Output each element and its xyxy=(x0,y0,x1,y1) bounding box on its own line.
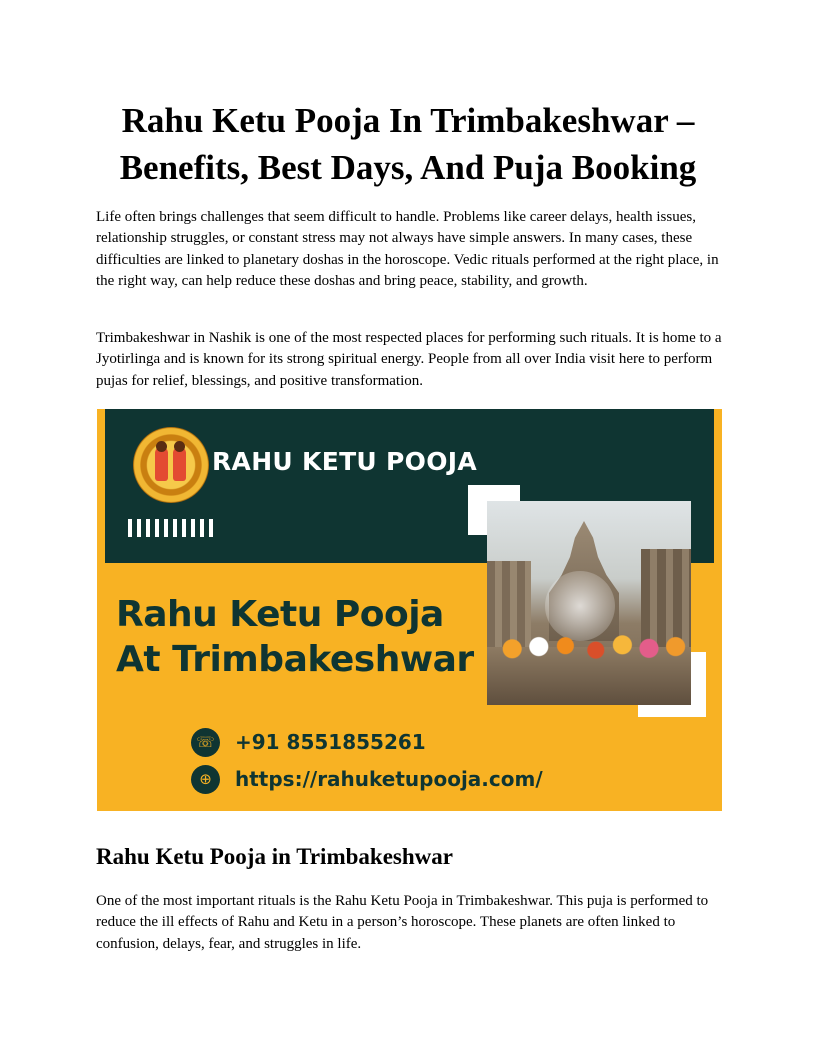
banner-headline-line-2: At Trimbakeshwar xyxy=(116,639,474,680)
page-title: Rahu Ketu Pooja In Trimbakeshwar – Benefits, Best Days, And Puja Booking xyxy=(119,101,697,187)
globe-icon: ⊕ xyxy=(191,765,220,794)
phone-icon: ☏ xyxy=(191,728,220,757)
section-paragraph: One of the most important rituals is the Rahu Ketu Pooja in Trimbakeshwar. This puja is performed to reduce the ill effects of Rahu and Ketu in a person’s horoscope. These planets are often linked to confusion, delays, fear, and struggles in life. xyxy=(96,893,709,952)
promo-banner-image xyxy=(97,409,722,811)
temple-ritual-photo xyxy=(487,501,691,705)
banner-phone-number: +91 8551855261 xyxy=(235,730,426,754)
banner-headline-line-1: Rahu Ketu Pooja xyxy=(116,594,444,635)
deity-seal-logo xyxy=(133,427,209,503)
section-heading: Rahu Ketu Pooja in Trimbakeshwar xyxy=(96,844,453,869)
banner-website-url: https://rahuketupooja.com/ xyxy=(235,767,543,791)
banner-phone-row xyxy=(191,727,426,757)
banner-headline xyxy=(116,592,474,682)
banner-brand-name: RAHU KETU POOJA xyxy=(212,447,478,476)
banner-website-row xyxy=(191,764,543,794)
intro-paragraph-1: Life often brings challenges that seem difficult to handle. Problems like career delays, health issues, relationship struggles, or constant stress may not always have simple answers. In many cases, these difficulties are linked to planetary doshas in the horoscope. Vedic rituals performed at the right place, in the right way, can help reduce these doshas and bring peace, stability, and growth. xyxy=(96,209,719,289)
decorative-bars xyxy=(128,519,213,537)
intro-paragraph-2: Trimbakeshwar in Nashik is one of the most respected places for performing such rituals. It is home to a Jyotirlinga and is known for its strong spiritual energy. People from all over India visit here to perform pujas for relief, blessings, and positive transformation. xyxy=(96,330,722,389)
